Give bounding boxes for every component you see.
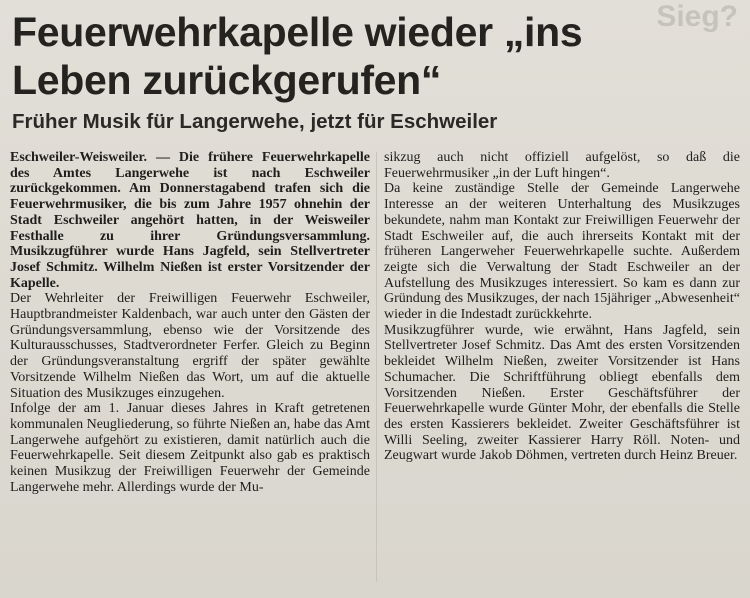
body-paragraph-3: Da keine zuständige Stelle der Gemeinde Langerwehe Interesse an der weiteren Unterhaltung des Musikzuges bekundete, nahm man Kontakt zur Freiwilligen Feuerwehr der Stadt Eschweiler auf, die auch ihrerseits Kontakt mit der früheren Langerweher Feuerwehrkapelle suchte. Außerdem zeigte sich die Verwaltung der Stadt Eschweiler an der Aufstellung des Musikzuges interessiert. So kam es dann zur Gründung des Musikzuges, der nach 15jähriger „Abwesenheit“ wieder in die Indestadt zurückkehrte. [384, 181, 740, 323]
body-paragraph-4: Musikzugführer wurde, wie erwähnt, Hans Jagfeld, sein Stellvertreter Josef Schmitz. Das Amt des ersten Vorsitzenden bekleidet Wilhelm Nießen, zweiter Vorsitzender ist Hans Schumacher. Die Schriftführung obliegt ebenfalls dem Vorsitzenden Nießen. Erster Geschäftsführer der Feuerwehrkapelle wurde Günter Mohr, der ebenfalls die Stelle des ersten Kassierers bekleidet. Zweiter Geschäftsführer ist Willi Seeling, zweiter Kassierer Harry Röll. Noten- und Zeugwart wurde Jakob Döhmen, vertreten durch Heinz Breuer. [384, 322, 740, 464]
subheadline: Früher Musik für Langerwehe, jetzt für Eschweiler [12, 110, 498, 133]
column-right [384, 150, 740, 590]
headline: Feuerwehrkapelle wieder „ins Leben zurückgerufen“ [12, 9, 583, 103]
column-divider [376, 152, 377, 582]
body-paragraph-1: Der Wehrleiter der Freiwilligen Feuerwehr Eschweiler, Hauptbrandmeister Kaldenbach, war auch unter den Gästen der Gründungsversammlung, ebenso wie der Vorsitzende des Kulturausschusses, Stadtverordneter Ferfer. Gleich zu Beginn der Gründungsveranstaltung ergriff der später gewählte Vorsitzende Wilhelm Nießen das Wort, um auf die aktuelle Situation des Musikzuges einzugehen. [10, 291, 370, 401]
bleed-through-text: Sieg? [656, 0, 738, 33]
column-left [10, 150, 370, 590]
lead-paragraph: Eschweiler-Weisweiler. — Die frühere Feuerwehrkapelle des Amtes Langerwehe ist nach Eschweiler zurückgekommen. Am Donnerstagabend trafen sich die Feuerwehrmusiker, die bis zum Jahre 1957 ohnehin der Stadt Eschweiler angehört hatten, in der Weisweiler Festhalle zu ihrer Gründungsversammlung. Musikzugführer wurde Hans Jagfeld, sein Stellvertreter Josef Schmitz. Wilhelm Nießen ist erster Vorsitzender der Kapelle. [10, 150, 370, 291]
body-paragraph-2-end: sikzug auch nicht offiziell aufgelöst, so daß die Feuerwehrmusiker „in der Luft hingen“. [384, 150, 740, 181]
body-paragraph-2-start: Infolge der am 1. Januar dieses Jahres in Kraft getretenen kommunalen Neugliederung, so führte Nießen an, habe das Amt Langerwehe aufgehört zu existieren, damit natürlich auch die Feuerwehrkapelle. Seit diesem Zeitpunkt also gab es praktisch keinen Musikzug der Freiwilligen Feuerwehr der Gemeinde Langerwehe mehr. Allerdings wurde der Mu- [10, 401, 370, 495]
